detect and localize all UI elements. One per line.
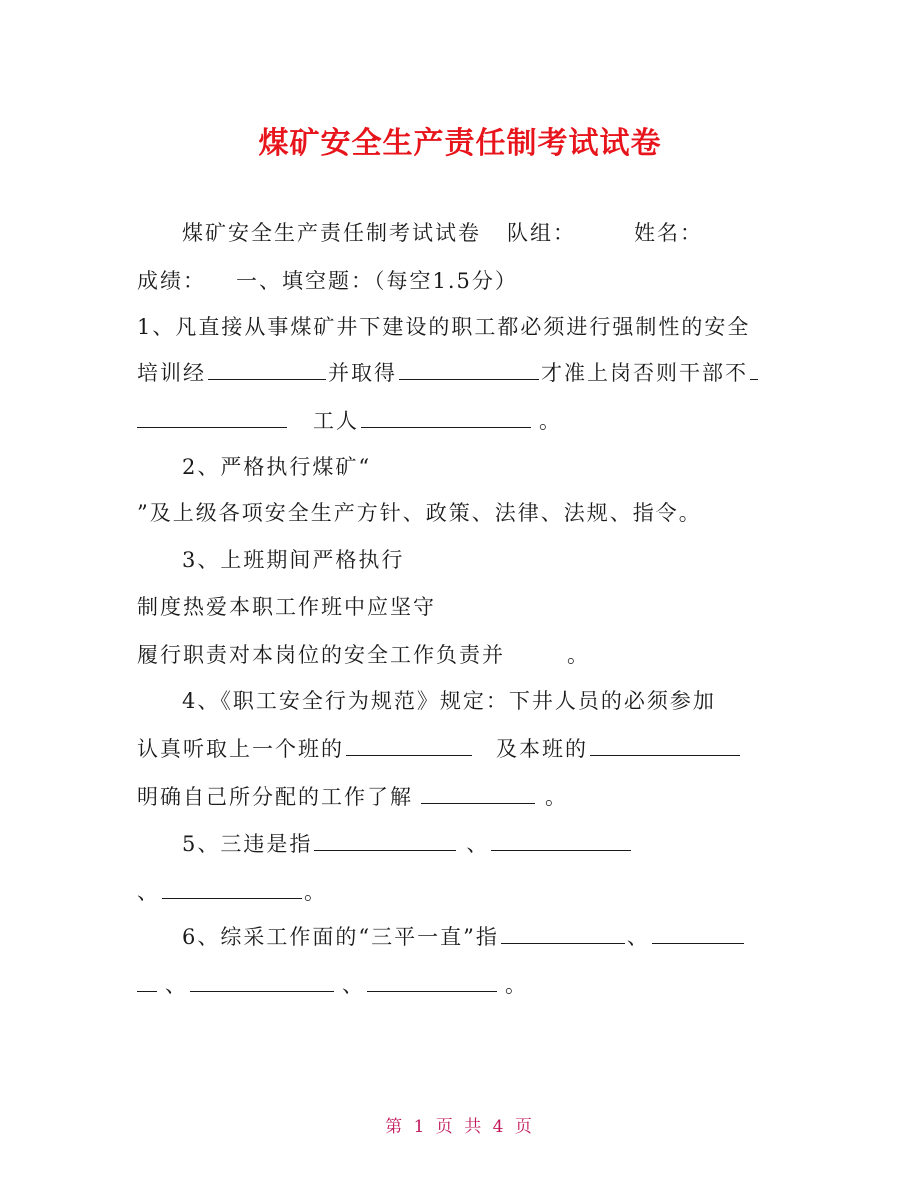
q6-blank-3[interactable] [190,971,334,992]
q6-blank-4[interactable] [367,971,497,992]
q1-blank-3[interactable] [137,407,287,428]
q4-blank-2[interactable] [590,735,740,756]
q6-separator-3: 、 [342,973,365,997]
q3-line-3 [137,640,590,670]
q2-line-2: ”及上级各项安全生产方针、政策、法律、法规、指令。 [137,501,702,525]
score-section-line [137,266,518,296]
q4-line-1: 4、《职工安全行为规范》规定：下井人员的必须参加 [182,689,716,713]
q5-separator-2: 、 [137,880,160,904]
q4-blank-1[interactable] [346,735,472,756]
q5-line-2 [137,877,327,907]
q1-blank-4[interactable] [361,407,531,428]
score-label: 成绩： [137,269,206,293]
q4-text-c: 明确自己所分配的工作了解 [137,785,413,809]
header-intro: 煤矿安全生产责任制考试试卷 [182,221,481,245]
q5-separator-1: 、 [466,832,490,856]
q4-period: 。 [545,785,568,809]
q5-blank-2[interactable] [491,830,631,851]
q1-blank-3a[interactable] [750,359,758,380]
q5-line-1 [182,829,633,859]
q6-separator-1: 、 [626,925,650,949]
q5-text-a: 5、三违是指 [182,832,313,856]
q6-blank-2b[interactable] [137,971,157,992]
q6-line-1 [182,922,746,952]
q4-line-3 [137,782,568,812]
q1-blank-2[interactable] [399,359,539,380]
q1-text-c: 才准上岗否则干部不 [541,361,748,385]
team-label: 队组： [507,221,576,245]
q4-text-b: 及本班的 [496,737,588,761]
page-footer: 第 1 页 共 4 页 [385,1117,535,1137]
q6-text-a: 6、综采工作面的“三平一直”指 [182,925,499,949]
section-heading: 一、填空题：（每空1.5分） [236,269,518,293]
q1-text-b: 并取得 [328,361,397,385]
q1-text-a: 培训经 [137,361,206,385]
q2-line-1: 2、严格执行煤矿“ [182,455,372,479]
q1-line-2 [137,358,760,388]
q5-blank-3[interactable] [162,878,302,899]
q1-blank-1[interactable] [208,359,326,380]
q3-line-1: 3、上班期间严格执行 [182,548,405,572]
q6-blank-1[interactable] [501,923,625,944]
q6-blank-2a[interactable] [652,923,744,944]
q5-period: 。 [304,880,327,904]
q4-text-a: 认真听取上一个班的 [137,737,344,761]
header-line [182,218,703,248]
q3-text-a: 履行职责对本岗位的安全工作负责并 [137,643,505,667]
q6-separator-2: 、 [165,973,188,997]
q1-line-3 [137,406,562,436]
q3-period: 。 [567,643,590,667]
q5-blank-1[interactable] [314,830,456,851]
q1-text-d: 工人 [313,409,359,433]
q6-line-2 [137,970,528,1000]
q3-line-2: 制度热爱本职工作班中应坚守 [137,595,436,619]
q4-line-2 [137,734,742,764]
q4-blank-3[interactable] [421,783,535,804]
q1-line-1: 1、凡直接从事煤矿井下建设的职工都必须进行强制性的安全 [137,315,751,339]
q1-period: 。 [539,409,562,433]
name-label: 姓名： [634,221,703,245]
document-title: 煤矿安全生产责任制考试试卷 [258,126,662,161]
q6-period: 。 [505,973,528,997]
